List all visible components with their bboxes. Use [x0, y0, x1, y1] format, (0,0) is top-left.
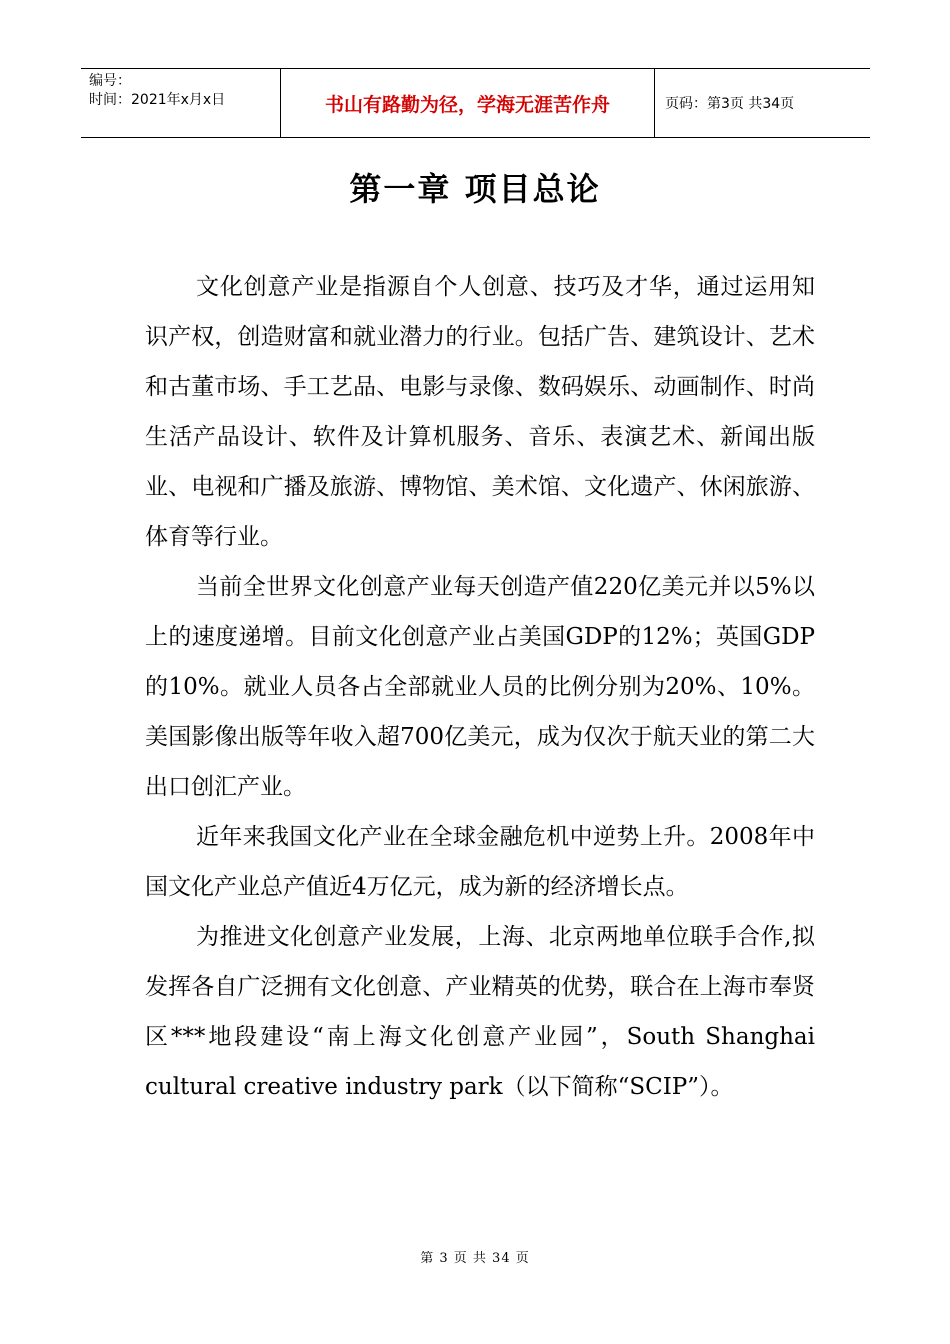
header-meta [81, 69, 281, 137]
chapter-title: 第一章 项目总论 [349, 170, 601, 208]
page-header [81, 68, 870, 138]
paragraph-2: 当前全世界文化创意产业每天创造产值220亿美元并以5%以上的速度递增。目前文化创意产业占美国GDP的12%；英国GDP的10%。就业人员各占全部就业人员的比例分别为20%、10%。美国影像出版等年收入超700亿美元，成为仅次于航天业的第二大出口创汇产业。 [145, 574, 815, 800]
paragraph-1: 文化创意产业是指源自个人创意、技巧及才华，通过运用知识产权，创造财富和就业潜力的行业。包括广告、建筑设计、艺术和古董市场、手工艺品、电影与录像、数码娱乐、动画制作、时尚生活产品设计、软件及计算机服务、音乐、表演艺术、新闻出版业、电视和广播及旅游、博物馆、美术馆、文化遗产、休闲旅游、体育等行业。 [145, 274, 815, 550]
body-text [145, 262, 815, 1112]
serial-label: 编号： [89, 73, 131, 89]
paragraph-4: 为推进文化创意产业发展，上海、北京两地单位联手合作,拟发挥各自广泛拥有文化创意、产业精英的优势，联合在上海市奉贤区***地段建设“南上海文化创意产业园”，South Shanghai cultural creative industry park（以下简称“SCIP”）。 [145, 924, 815, 1100]
paragraph-3: 近年来我国文化产业在全球金融危机中逆势上升。2008年中国文化产业总产值近4万亿元，成为新的经济增长点。 [145, 824, 815, 900]
header-page-info: 页码：第3页 共34页 [665, 96, 795, 112]
time-label: 时间：2021年x月x日 [89, 92, 226, 108]
page-footer: 第 3 页 共 34 页 [420, 1251, 530, 1266]
header-motto: 书山有路勤为径，学海无涯苦作舟 [281, 69, 655, 137]
